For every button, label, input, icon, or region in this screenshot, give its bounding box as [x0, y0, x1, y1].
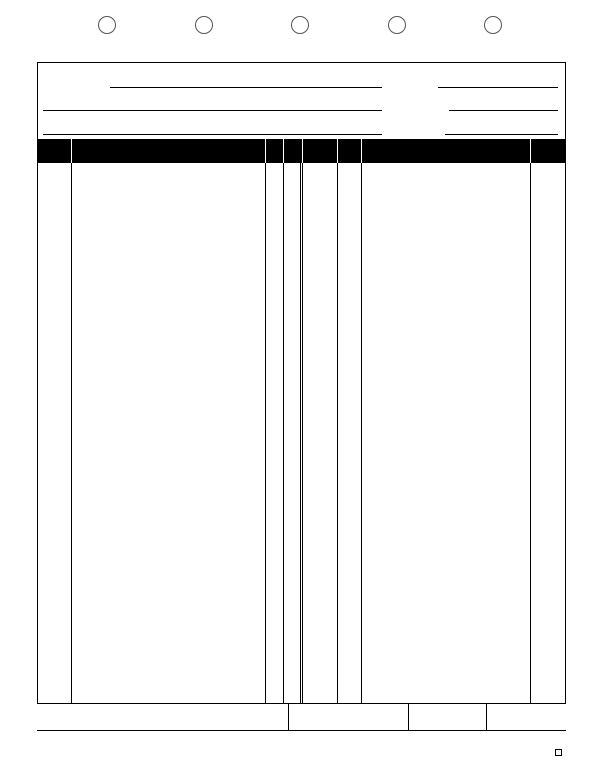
footer-divider	[408, 704, 409, 730]
problem-need-line-2[interactable]	[43, 110, 382, 111]
problem-need-line[interactable]	[110, 87, 382, 88]
header-divider	[71, 139, 72, 163]
grid-vline	[71, 163, 72, 703]
grid-vline	[361, 163, 362, 703]
header-divider	[283, 139, 284, 163]
punch-hole-3	[291, 16, 309, 34]
continued-on-reverse	[555, 749, 564, 756]
col-approaches	[361, 139, 530, 163]
col-date-deleted	[530, 139, 565, 163]
date-closed-line[interactable]	[445, 134, 558, 135]
grid-vline	[300, 163, 301, 703]
punch-hole-5	[484, 16, 502, 34]
date-opened-line[interactable]	[449, 110, 558, 111]
col-short-term-goal	[71, 139, 265, 163]
header-divider	[265, 139, 266, 163]
grid-vline	[283, 163, 284, 703]
punch-hole-2	[195, 16, 213, 34]
problem-number-line[interactable]	[438, 87, 558, 88]
grid-vline	[530, 163, 531, 703]
footer-divider	[486, 704, 487, 730]
problem-need-line-3[interactable]	[43, 134, 382, 135]
col-met	[265, 139, 283, 163]
header-divider	[337, 139, 338, 163]
grid-vline	[265, 163, 266, 703]
col-date	[38, 139, 71, 163]
col-date-added	[302, 139, 337, 163]
grid-vline	[302, 163, 303, 703]
checkbox-icon[interactable]	[555, 749, 562, 756]
header-divider	[302, 139, 303, 163]
col-resp-disc	[337, 139, 361, 163]
footer-divider	[288, 704, 289, 730]
footer-bottom-line	[37, 730, 566, 731]
header-divider	[530, 139, 531, 163]
grid-vline	[337, 163, 338, 703]
punch-hole-1	[98, 16, 116, 34]
header-divider	[361, 139, 362, 163]
punch-hole-4	[388, 16, 406, 34]
col-not-met	[283, 139, 302, 163]
